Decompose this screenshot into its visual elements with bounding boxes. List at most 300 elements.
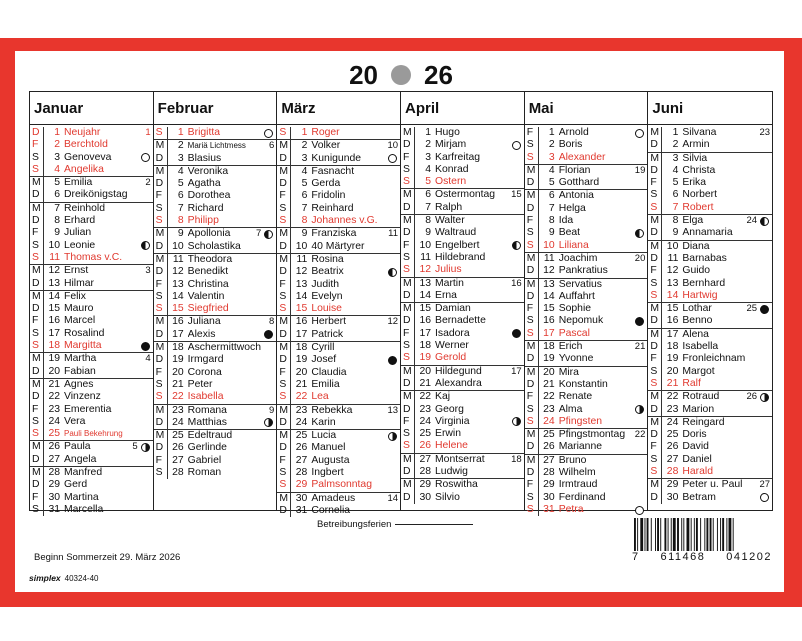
weekday: S bbox=[525, 315, 539, 327]
day-number: 7 bbox=[548, 202, 555, 214]
day-number: 3 bbox=[54, 151, 60, 163]
day-row bbox=[525, 152, 648, 164]
name-day: Martha bbox=[64, 353, 97, 365]
day-number: 3 bbox=[425, 151, 432, 163]
day-row bbox=[277, 354, 400, 366]
name-day: Christa bbox=[682, 164, 716, 176]
day-row bbox=[525, 492, 648, 504]
day-number: 22 bbox=[419, 391, 432, 403]
day-row bbox=[277, 391, 400, 403]
day-row bbox=[154, 253, 277, 266]
weekday: D bbox=[154, 354, 168, 366]
day-number: 20 bbox=[172, 366, 184, 378]
weekday: D bbox=[277, 178, 291, 190]
weekday: F bbox=[30, 492, 44, 504]
weekday: M bbox=[648, 153, 662, 165]
day-row bbox=[30, 290, 153, 303]
day-number: 13 bbox=[419, 277, 432, 289]
weekday: S bbox=[30, 152, 44, 164]
day-row bbox=[525, 139, 648, 151]
day-number: 23 bbox=[48, 403, 60, 415]
barcode-digit-1: 7 bbox=[632, 551, 640, 563]
day-row bbox=[648, 139, 772, 151]
day-number: 18 bbox=[666, 341, 679, 353]
day-number: 24 bbox=[295, 416, 308, 428]
weekday: S bbox=[648, 378, 662, 390]
weekday: S bbox=[525, 240, 539, 252]
weekday: M bbox=[525, 455, 539, 467]
name-day: Dreikönigstag bbox=[64, 189, 128, 201]
weekday: M bbox=[154, 166, 168, 178]
month-title: März bbox=[277, 92, 400, 125]
day-number: 22 bbox=[48, 391, 60, 403]
day-number: 28 bbox=[295, 467, 308, 479]
day-row bbox=[154, 165, 277, 178]
day-row bbox=[648, 328, 772, 341]
day-row bbox=[277, 253, 400, 266]
weekday: D bbox=[30, 278, 44, 290]
day-number: 16 bbox=[48, 315, 60, 327]
name-day: Marcel bbox=[64, 315, 96, 327]
day-row bbox=[401, 252, 524, 264]
weekday: F bbox=[277, 190, 291, 202]
day-row bbox=[401, 176, 524, 188]
day-number: 10 bbox=[48, 239, 60, 251]
day-number: 3 bbox=[548, 151, 555, 163]
name-day: Johannes v.G. bbox=[311, 215, 378, 227]
day-number: 24 bbox=[666, 416, 679, 428]
weekday: M bbox=[277, 166, 291, 178]
weekday: S bbox=[401, 252, 415, 264]
barcode-bar bbox=[706, 518, 708, 552]
name-day: Isabella bbox=[682, 341, 719, 353]
day-row bbox=[648, 302, 772, 315]
weekday: D bbox=[30, 366, 44, 378]
month-title: Januar bbox=[30, 92, 153, 125]
name-day: Rosina bbox=[311, 253, 344, 265]
name-day: Palmsonntag bbox=[311, 479, 372, 491]
first-quarter-icon bbox=[760, 393, 769, 402]
day-number: 25 bbox=[48, 428, 60, 440]
day-number: 4 bbox=[177, 165, 184, 177]
day-number: 15 bbox=[295, 303, 308, 315]
first-quarter-icon bbox=[635, 405, 644, 414]
day-number: 17 bbox=[48, 327, 60, 339]
week-number: 9 bbox=[269, 404, 275, 416]
weekday: F bbox=[525, 391, 539, 403]
day-number: 18 bbox=[543, 341, 555, 353]
weekday: S bbox=[648, 202, 662, 214]
weekday: F bbox=[154, 455, 168, 467]
name-day: Ludwig bbox=[435, 466, 468, 478]
new-moon-icon bbox=[141, 342, 150, 351]
day-row bbox=[154, 241, 277, 253]
day-row bbox=[277, 341, 400, 354]
weekday: D bbox=[277, 241, 291, 253]
day-row bbox=[401, 378, 524, 390]
day-number: 13 bbox=[666, 277, 679, 289]
new-moon-icon bbox=[264, 330, 273, 339]
day-number: 26 bbox=[295, 442, 308, 454]
weekday: M bbox=[525, 367, 539, 379]
day-row bbox=[648, 341, 772, 353]
day-number: 18 bbox=[172, 342, 184, 354]
day-row bbox=[525, 353, 648, 365]
week-number: 10 bbox=[387, 140, 399, 152]
barcode-bar bbox=[637, 518, 638, 552]
day-number: 21 bbox=[295, 378, 308, 390]
name-day: Helene bbox=[435, 440, 468, 452]
week-number: 1 bbox=[145, 127, 151, 138]
weekday: M bbox=[30, 467, 44, 479]
day-number: 4 bbox=[301, 165, 308, 177]
name-day: Pascal bbox=[558, 327, 590, 339]
weekday: S bbox=[401, 352, 415, 364]
week-number: 25 bbox=[746, 303, 758, 315]
weekday: D bbox=[277, 329, 291, 341]
weekday: M bbox=[401, 454, 415, 466]
day-number: 15 bbox=[172, 303, 184, 315]
weekday: D bbox=[30, 215, 44, 227]
day-row bbox=[648, 177, 772, 189]
name-day: Marcella bbox=[64, 503, 104, 515]
weekday: M bbox=[277, 493, 291, 505]
day-row bbox=[648, 127, 772, 139]
name-day: Hildegund bbox=[435, 365, 482, 377]
weekday: S bbox=[525, 139, 539, 151]
day-number: 13 bbox=[295, 278, 308, 290]
name-day: Romana bbox=[187, 404, 227, 416]
day-number: 24 bbox=[48, 415, 60, 427]
name-day: Boris bbox=[558, 139, 583, 151]
name-day: Martin bbox=[435, 277, 464, 289]
name-day: Judith bbox=[311, 278, 340, 290]
name-day: Damian bbox=[435, 303, 471, 315]
name-day: Diana bbox=[682, 240, 710, 252]
day-row bbox=[525, 215, 648, 227]
day-row bbox=[648, 214, 772, 227]
day-row bbox=[401, 466, 524, 478]
day-number: 8 bbox=[548, 215, 555, 227]
day-number: 26 bbox=[543, 441, 555, 453]
barcode-bar bbox=[726, 518, 727, 552]
day-row bbox=[525, 479, 648, 491]
week-number: 20 bbox=[634, 252, 646, 264]
day-row bbox=[277, 153, 400, 165]
week-number: 4 bbox=[145, 353, 151, 365]
name-day: Virginia bbox=[435, 415, 470, 427]
first-quarter-icon bbox=[388, 432, 397, 441]
day-row bbox=[401, 365, 524, 378]
name-day: Evelyn bbox=[311, 290, 343, 302]
name-day: Waltraud bbox=[435, 227, 477, 239]
weekday: M bbox=[30, 353, 44, 365]
name-day: Alexis bbox=[187, 328, 216, 340]
name-day: Ostermontag bbox=[435, 189, 496, 201]
day-number: 5 bbox=[548, 177, 555, 189]
name-day: Ralph bbox=[435, 201, 463, 213]
barcode-bar bbox=[683, 518, 684, 552]
weekday: D bbox=[277, 442, 291, 454]
day-number: 10 bbox=[419, 239, 432, 251]
day-row bbox=[648, 429, 772, 441]
day-number: 5 bbox=[301, 178, 308, 190]
last-quarter-icon bbox=[760, 217, 769, 226]
weekday: D bbox=[525, 203, 539, 215]
weekday: M bbox=[648, 329, 662, 341]
weekday: S bbox=[154, 215, 168, 227]
day-number: 27 bbox=[48, 453, 60, 465]
day-row bbox=[648, 278, 772, 290]
day-number: 14 bbox=[419, 289, 432, 301]
day-row bbox=[525, 164, 648, 177]
weekday: D bbox=[154, 266, 168, 278]
weekday: M bbox=[154, 316, 168, 328]
weekday: F bbox=[154, 190, 168, 202]
day-row bbox=[401, 127, 524, 139]
full-moon-icon bbox=[635, 129, 644, 138]
day-row bbox=[525, 315, 648, 327]
weekday: D bbox=[648, 165, 662, 177]
name-day: Florian bbox=[558, 164, 591, 176]
ferien-label: Betreibungsferien bbox=[317, 519, 392, 530]
name-day: Annamaria bbox=[682, 227, 733, 239]
day-number: 19 bbox=[48, 353, 60, 365]
day-row bbox=[648, 441, 772, 453]
weekday: M bbox=[154, 228, 168, 240]
weekday: M bbox=[525, 190, 539, 202]
day-number: 6 bbox=[177, 190, 184, 202]
weekday: S bbox=[154, 203, 168, 215]
week-number: 17 bbox=[511, 365, 522, 377]
last-quarter-icon bbox=[141, 241, 150, 250]
day-row bbox=[30, 127, 153, 139]
day-number: 25 bbox=[543, 429, 555, 441]
month-column bbox=[277, 92, 401, 516]
name-day: Konstantin bbox=[558, 378, 608, 390]
day-number: 16 bbox=[295, 316, 308, 328]
day-number: 25 bbox=[172, 430, 184, 442]
week-number: 3 bbox=[145, 265, 151, 277]
day-number: 10 bbox=[172, 240, 184, 252]
article-number: 40324-40 bbox=[64, 574, 99, 583]
name-day: Ostern bbox=[435, 176, 467, 188]
day-number: 14 bbox=[48, 290, 60, 302]
month-title: Mai bbox=[525, 92, 648, 125]
name-day: Cyrill bbox=[311, 342, 335, 354]
name-day: 40 Märtyrer bbox=[311, 240, 365, 252]
week-number: 19 bbox=[634, 164, 646, 176]
name-day: Agatha bbox=[187, 178, 221, 190]
name-day: Joachim bbox=[558, 252, 598, 264]
name-day: Patrick bbox=[311, 328, 344, 340]
name-day: Marianne bbox=[558, 441, 603, 453]
name-day: Philipp bbox=[187, 215, 219, 227]
name-day: Ida bbox=[558, 215, 574, 227]
day-row bbox=[154, 429, 277, 442]
name-day: Augusta bbox=[311, 454, 350, 466]
name-day: Benedikt bbox=[187, 266, 229, 278]
name-day: Vera bbox=[64, 415, 86, 427]
day-number: 6 bbox=[425, 189, 432, 201]
name-day: Valentin bbox=[187, 290, 225, 302]
full-moon-icon bbox=[635, 506, 644, 515]
day-number: 26 bbox=[419, 440, 432, 452]
day-number: 4 bbox=[54, 163, 60, 175]
day-row bbox=[30, 252, 153, 264]
last-quarter-icon bbox=[264, 230, 273, 239]
weekday: S bbox=[525, 404, 539, 416]
weekday: M bbox=[401, 127, 415, 139]
day-row bbox=[30, 139, 153, 151]
day-row bbox=[277, 165, 400, 178]
day-row bbox=[525, 328, 648, 340]
day-number: 28 bbox=[419, 466, 432, 478]
name-day: Antonia bbox=[558, 190, 594, 202]
name-day: Norbert bbox=[682, 189, 718, 201]
day-number: 14 bbox=[172, 290, 184, 302]
day-row bbox=[277, 367, 400, 379]
day-number: 21 bbox=[48, 378, 60, 390]
day-row bbox=[277, 227, 400, 240]
name-day: Isadora bbox=[435, 327, 470, 339]
day-row bbox=[525, 227, 648, 239]
day-row bbox=[30, 479, 153, 491]
name-day: Rotraud bbox=[682, 391, 720, 403]
day-row bbox=[30, 352, 153, 365]
name-day: Sophie bbox=[558, 303, 592, 315]
day-number: 27 bbox=[543, 454, 555, 466]
weekday: S bbox=[277, 479, 291, 491]
last-quarter-icon bbox=[635, 229, 644, 238]
weekday: F bbox=[401, 416, 415, 428]
day-number: 20 bbox=[666, 365, 679, 377]
day-row bbox=[277, 127, 400, 139]
day-row bbox=[154, 417, 277, 429]
day-row bbox=[277, 479, 400, 491]
name-day: Agnes bbox=[64, 378, 94, 390]
name-day: Hildebrand bbox=[435, 251, 486, 263]
day-row bbox=[277, 266, 400, 278]
barcode-bar bbox=[696, 518, 698, 552]
day-row bbox=[648, 353, 772, 365]
weekday: M bbox=[525, 429, 539, 441]
barcode-bar bbox=[673, 518, 676, 552]
weekday: D bbox=[525, 441, 539, 453]
name-day: Amadeus bbox=[311, 492, 356, 504]
day-number: 18 bbox=[295, 342, 308, 354]
day-row bbox=[401, 290, 524, 302]
day-number: 2 bbox=[548, 139, 555, 151]
day-number: 24 bbox=[543, 415, 555, 427]
day-number: 10 bbox=[666, 240, 679, 252]
day-row bbox=[30, 264, 153, 277]
name-day: Franziska bbox=[311, 228, 357, 240]
day-number: 5 bbox=[177, 178, 184, 190]
day-row bbox=[401, 164, 524, 176]
day-number: 21 bbox=[543, 378, 555, 390]
weekday: D bbox=[525, 379, 539, 391]
name-day: Benno bbox=[682, 315, 713, 327]
day-row bbox=[401, 277, 524, 290]
day-number: 4 bbox=[425, 163, 432, 175]
day-row bbox=[525, 340, 648, 353]
weekday: M bbox=[277, 228, 291, 240]
weekday: S bbox=[154, 291, 168, 303]
name-day: Rebekka bbox=[311, 404, 353, 416]
barcode-bar bbox=[677, 518, 679, 552]
day-number: 17 bbox=[172, 328, 184, 340]
day-row bbox=[30, 176, 153, 189]
day-row bbox=[154, 354, 277, 366]
weekday: S bbox=[30, 252, 44, 264]
weekday: M bbox=[648, 391, 662, 403]
day-number: 2 bbox=[425, 139, 432, 151]
name-day: Pfingsten bbox=[558, 415, 603, 427]
name-day: Erhard bbox=[64, 215, 96, 227]
weekday: F bbox=[648, 177, 662, 189]
weekday: F bbox=[30, 315, 44, 327]
day-number: 29 bbox=[295, 479, 308, 491]
weekday: M bbox=[277, 342, 291, 354]
day-number: 29 bbox=[48, 479, 60, 491]
weekday: S bbox=[525, 328, 539, 340]
day-number: 19 bbox=[419, 352, 432, 364]
day-row bbox=[525, 391, 648, 403]
day-number: 22 bbox=[295, 391, 308, 403]
weekday: M bbox=[30, 265, 44, 277]
day-number: 16 bbox=[543, 315, 555, 327]
day-row bbox=[30, 164, 153, 176]
name-day: Martina bbox=[64, 491, 99, 503]
day-number: 23 bbox=[419, 403, 432, 415]
day-list bbox=[277, 125, 400, 517]
day-row bbox=[525, 127, 648, 139]
day-number: 20 bbox=[295, 366, 308, 378]
name-day: Pankratius bbox=[558, 265, 608, 277]
barcode-bar bbox=[722, 518, 724, 552]
day-number: 17 bbox=[295, 328, 308, 340]
day-number: 15 bbox=[48, 303, 60, 315]
weekday: D bbox=[30, 303, 44, 315]
name-day: Erwin bbox=[435, 428, 461, 440]
day-row bbox=[648, 253, 772, 265]
day-number: 19 bbox=[172, 354, 184, 366]
barcode-bar bbox=[704, 518, 705, 552]
name-day: Margot bbox=[682, 365, 715, 377]
weekday: F bbox=[525, 479, 539, 491]
weekday: M bbox=[154, 140, 168, 152]
day-row bbox=[277, 303, 400, 315]
weekday: M bbox=[154, 254, 168, 266]
barcode-digit-2: 611468 bbox=[660, 551, 706, 563]
barcode bbox=[632, 518, 772, 572]
day-number: 28 bbox=[543, 467, 555, 479]
weekday: S bbox=[401, 440, 415, 452]
full-moon-icon bbox=[512, 141, 521, 150]
weekday: S bbox=[525, 227, 539, 239]
day-row bbox=[30, 315, 153, 327]
day-row bbox=[277, 455, 400, 467]
name-day: Berchtold bbox=[64, 139, 108, 151]
day-row bbox=[30, 227, 153, 239]
year-title bbox=[0, 58, 802, 90]
name-day: Genoveva bbox=[64, 151, 112, 163]
weekday: D bbox=[277, 417, 291, 429]
weekday: S bbox=[525, 492, 539, 504]
name-day: Ralf bbox=[682, 377, 701, 389]
day-row bbox=[525, 416, 648, 428]
